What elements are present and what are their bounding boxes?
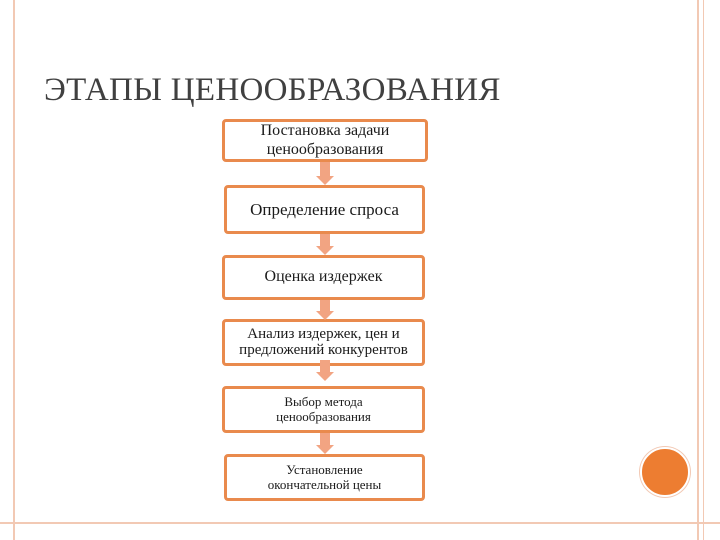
step-label-4: Анализ издержек, цен и предложений конкурентов	[239, 325, 408, 358]
step-box-6	[224, 454, 425, 501]
frame-line-bottom	[0, 522, 720, 524]
slide-title: ЭТАПЫ ЦЕНООБРАЗОВАНИЯ	[44, 72, 501, 108]
step-label-2: Определение спроса	[250, 199, 399, 219]
connector-arrow-1	[316, 176, 334, 185]
connector-arrow-3	[316, 311, 334, 320]
step-label-3: Оценка издержек	[264, 268, 383, 286]
step-box-2	[224, 185, 425, 234]
step-label-1: Постановка задачи ценообразования	[260, 122, 390, 158]
connector-stem-4	[320, 360, 330, 372]
step-label-5: Выбор метода ценообразования	[276, 393, 371, 424]
frame-line-right	[697, 0, 699, 540]
step-box-3	[222, 255, 425, 300]
frame-line-right-inner	[703, 0, 704, 540]
connector-stem-5	[320, 433, 330, 445]
connector-stem-2	[320, 234, 330, 246]
frame-line-left	[13, 0, 15, 540]
connector-arrow-4	[316, 372, 334, 381]
step-label-6: Установление окончательной цены	[267, 461, 382, 492]
step-box-4	[222, 319, 425, 366]
step-box-5	[222, 386, 425, 433]
decorative-circle	[640, 447, 690, 497]
connector-arrow-5	[316, 445, 334, 454]
connector-stem-3	[320, 300, 330, 311]
step-box-1	[222, 119, 428, 162]
connector-stem-1	[320, 162, 330, 176]
connector-arrow-2	[316, 246, 334, 255]
